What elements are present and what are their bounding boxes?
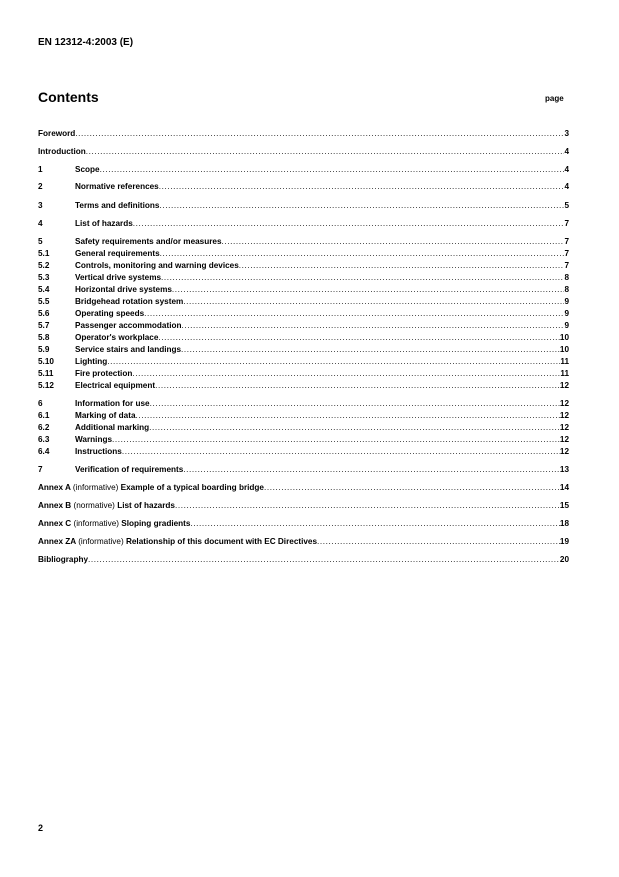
dot-leader (317, 536, 560, 547)
toc-entry-page: 8 (564, 285, 569, 294)
toc-entry-label: Operating speeds (75, 309, 145, 318)
toc-entry-page: 11 (560, 369, 569, 378)
toc-entry[interactable] (38, 410, 569, 421)
toc-entry-label: Operator's workplace (75, 333, 159, 342)
toc-entry-number: 5.5 (38, 297, 50, 306)
toc-entry[interactable] (38, 464, 569, 475)
toc-entry-number: 3 (38, 201, 43, 210)
annex-title: Sloping gradients (121, 519, 191, 528)
dot-leader (159, 200, 564, 211)
toc-entry-number: 5.8 (38, 333, 50, 342)
toc-entry-number: 5.7 (38, 321, 50, 330)
dot-leader (222, 236, 565, 247)
dot-leader (107, 356, 560, 367)
toc-entry-label: Fire protection (75, 369, 133, 378)
toc-entry-page: 14 (559, 483, 569, 492)
dot-leader (183, 464, 560, 475)
toc-entry[interactable] (38, 398, 569, 409)
toc-entry-page: 13 (559, 465, 569, 474)
dot-leader (161, 272, 564, 283)
toc-entry[interactable] (38, 248, 569, 259)
toc-entry-page: 3 (564, 129, 569, 138)
toc-entry-number: 5.3 (38, 273, 50, 282)
toc-entry-label: Bibliography (38, 555, 89, 564)
toc-entry[interactable] (38, 422, 569, 433)
toc-entry-label (38, 536, 317, 547)
toc-entry-label: List of hazards (75, 219, 133, 228)
toc-entry[interactable] (38, 332, 569, 343)
toc-entry-page: 12 (559, 435, 569, 444)
toc-entry-number: 5.11 (38, 369, 54, 378)
toc-entry-page: 19 (559, 537, 569, 546)
toc-entry-number: 5 (38, 237, 43, 246)
toc-entry-number: 6.4 (38, 447, 50, 456)
toc-entry-page: 5 (564, 201, 569, 210)
toc-entry-page: 7 (564, 249, 569, 258)
toc-entry-number: 2 (38, 182, 43, 191)
toc-entry-page: 12 (559, 447, 569, 456)
toc-entry[interactable] (38, 284, 569, 295)
toc-entry-label (38, 500, 175, 511)
dot-leader (183, 296, 564, 307)
toc-entry-label: Instructions (75, 447, 122, 456)
toc-entry[interactable] (38, 518, 569, 529)
toc-entry-number: 5.6 (38, 309, 50, 318)
toc-entry[interactable] (38, 344, 569, 355)
toc-entry-page: 15 (559, 501, 569, 510)
toc-entry-label: Warnings (75, 435, 112, 444)
dot-leader (159, 181, 565, 192)
annex-id: Annex B (38, 501, 74, 510)
toc-entry-page: 9 (564, 297, 569, 306)
toc-entry-page: 18 (559, 519, 569, 528)
toc-entry-number: 7 (38, 465, 43, 474)
toc-entry-label: Horizontal drive systems (75, 285, 172, 294)
toc-entry-label: Marking of data (75, 411, 136, 420)
toc-entry-number: 6.3 (38, 435, 50, 444)
dot-leader (144, 308, 564, 319)
dot-leader (133, 218, 565, 229)
dot-leader (149, 422, 560, 433)
toc-entry-page: 9 (564, 321, 569, 330)
toc-entry[interactable] (38, 146, 569, 157)
toc-entry-page: 7 (564, 219, 569, 228)
page-column-label: page (545, 94, 564, 103)
toc-entry[interactable] (38, 181, 569, 192)
toc-entry[interactable] (38, 260, 569, 271)
toc-entry-label: Bridgehead rotation system (75, 297, 184, 306)
toc-entry[interactable] (38, 356, 569, 367)
toc-entry-page: 12 (559, 423, 569, 432)
toc-entry-page: 4 (564, 147, 569, 156)
toc-entry[interactable] (38, 536, 569, 547)
toc-entry[interactable] (38, 482, 569, 493)
toc-entry-number: 6.2 (38, 423, 50, 432)
toc-entry-page: 20 (559, 555, 569, 564)
page-number: 2 (38, 823, 44, 833)
toc-entry-number: 5.9 (38, 345, 50, 354)
toc-entry[interactable] (38, 164, 569, 175)
dot-leader (112, 434, 560, 445)
toc-entry[interactable] (38, 128, 569, 139)
toc-entry[interactable] (38, 434, 569, 445)
toc-entry-label: Information for use (75, 399, 150, 408)
annex-id: Annex C (38, 519, 74, 528)
toc-entry-page: 7 (564, 237, 569, 246)
toc-entry[interactable] (38, 446, 569, 457)
dot-leader (175, 500, 560, 511)
toc-entry-number: 6 (38, 399, 43, 408)
annex-id: Annex A (38, 483, 73, 492)
dot-leader (264, 482, 560, 493)
toc-entry-page: 12 (559, 399, 569, 408)
toc-entry-number: 5.1 (38, 249, 50, 258)
toc-entry[interactable] (38, 554, 569, 565)
toc-entry[interactable] (38, 236, 569, 247)
dot-leader (132, 368, 560, 379)
dot-leader (88, 554, 560, 565)
toc-entry-label: Passenger accommodation (75, 321, 182, 330)
toc-entry-label: Additional marking (75, 423, 150, 432)
toc-entry-label: Lighting (75, 357, 108, 366)
dot-leader (239, 260, 565, 271)
toc-entry-number: 1 (38, 165, 43, 174)
toc-entry-label: Vertical drive systems (75, 273, 162, 282)
dot-leader (172, 284, 565, 295)
toc-entry-number: 5.12 (38, 381, 54, 390)
toc-entry-label: Electrical equipment (75, 381, 156, 390)
dot-leader (181, 344, 560, 355)
toc-entry[interactable] (38, 368, 569, 379)
toc-entry-number: 5.10 (38, 357, 54, 366)
annex-kind: (informative) (72, 483, 121, 492)
dot-leader (122, 446, 560, 457)
toc-entry-number: 4 (38, 219, 43, 228)
toc-entry-number: 5.2 (38, 261, 50, 270)
annex-title: Relationship of this document with EC Directives (125, 537, 318, 546)
annex-title: Example of a typical boarding bridge (120, 483, 264, 492)
toc-entry-label: Introduction (38, 147, 86, 156)
toc-entry-number: 6.1 (38, 411, 50, 420)
toc-entry-label (38, 482, 264, 493)
toc-entry-label: Normative references (75, 182, 159, 191)
toc-entry-page: 4 (564, 165, 569, 174)
annex-kind: (informative) (73, 519, 122, 528)
toc-entry[interactable] (38, 272, 569, 283)
toc-entry-page: 10 (559, 333, 569, 342)
toc-entry-label: Safety requirements and/or measures (75, 237, 222, 246)
toc-entry-label: General requirements (75, 249, 160, 258)
dot-leader (181, 320, 564, 331)
dot-leader (86, 146, 565, 157)
toc-entry[interactable] (38, 500, 569, 511)
toc-entry-label: Terms and definitions (75, 201, 160, 210)
toc-entry-page: 4 (564, 182, 569, 191)
dot-leader (75, 128, 564, 139)
toc-entry-label: Foreword (38, 129, 76, 138)
dot-leader (100, 164, 565, 175)
document-id: EN 12312-4:2003 (E) (38, 37, 134, 48)
toc-entry-page: 11 (560, 357, 569, 366)
toc-entry-number: 5.4 (38, 285, 50, 294)
toc-entry[interactable] (38, 200, 569, 211)
toc-entry[interactable] (38, 320, 569, 331)
toc-entry-page: 9 (564, 309, 569, 318)
dot-leader (136, 410, 560, 421)
page-title: Contents (38, 89, 99, 105)
annex-kind: (informative) (78, 537, 126, 546)
toc-entry-label: Verification of requirements (75, 465, 184, 474)
toc-entry-page: 12 (559, 381, 569, 390)
toc-entry-page: 10 (559, 345, 569, 354)
toc-entry-page: 8 (564, 273, 569, 282)
toc-entry[interactable] (38, 218, 569, 229)
dot-leader (190, 518, 559, 529)
annex-title: List of hazards (117, 501, 175, 510)
annex-kind: (normative) (73, 501, 118, 510)
toc-entry[interactable] (38, 296, 569, 307)
toc-entry-label: Controls, monitoring and warning devices (75, 261, 239, 270)
toc-entry-page: 12 (559, 411, 569, 420)
toc-entry[interactable] (38, 380, 569, 391)
toc-entry-page: 7 (564, 261, 569, 270)
dot-leader (160, 248, 565, 259)
annex-id: Annex ZA (38, 537, 79, 546)
toc-entry-label: Scope (75, 165, 100, 174)
dot-leader (150, 398, 560, 409)
toc-entry[interactable] (38, 308, 569, 319)
toc-entry-label: Service stairs and landings (75, 345, 182, 354)
dot-leader (155, 380, 560, 391)
toc-entry-label (38, 518, 190, 529)
dot-leader (158, 332, 559, 343)
